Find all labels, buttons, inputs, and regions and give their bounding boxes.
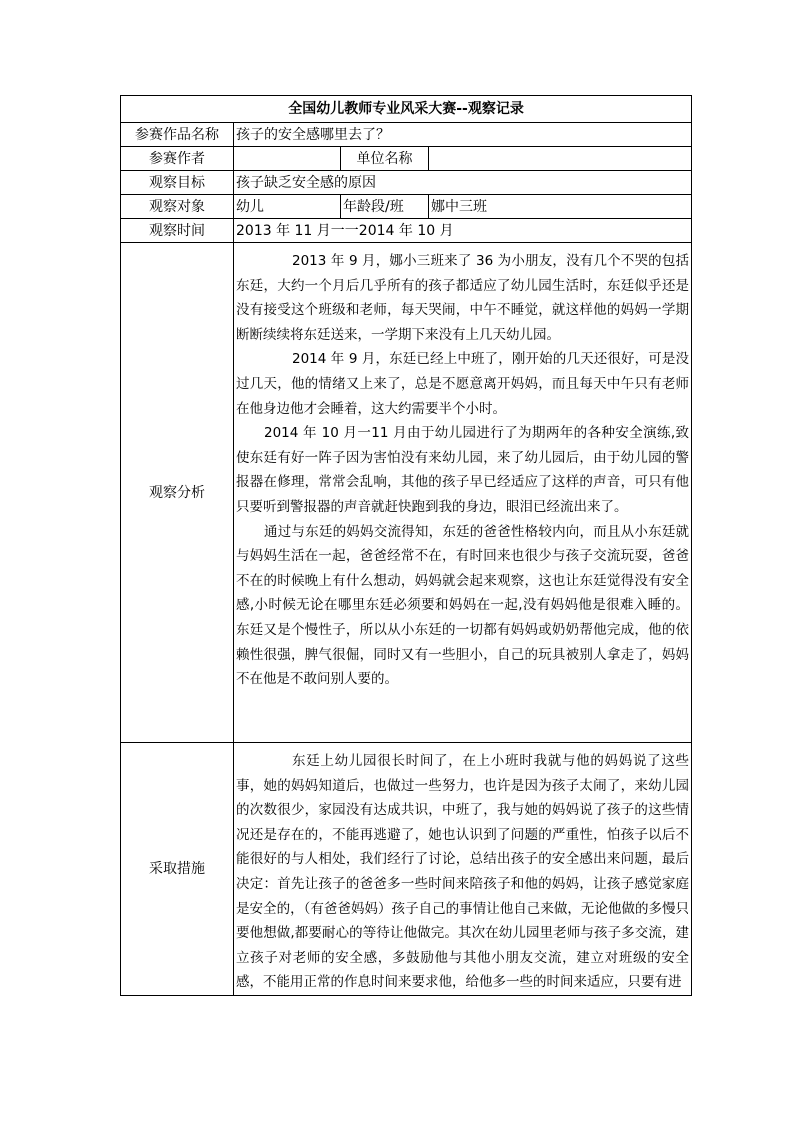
unit-label: 单位名称 bbox=[341, 147, 429, 171]
work-name-value: 孩子的安全感哪里去了？ bbox=[234, 123, 692, 147]
measures-content bbox=[234, 743, 692, 996]
goal-label: 观察目标 bbox=[121, 171, 234, 195]
analysis-paragraph: 2013 年 9 月，娜小三班来了 36 为小朋友，没有几个不哭的包括东廷，大约一个月后几乎所有的孩子都适应了幼儿园生活时，东廷似乎还是没有接受这个班级和老师，每天哭闹，中午不睡觉，就这样他的妈妈一学期断断续续将东廷送来，一学期下来没有上几天幼儿园。 bbox=[236, 253, 690, 343]
analysis-label: 观察分析 bbox=[121, 243, 234, 743]
analysis-row bbox=[121, 243, 692, 743]
analysis-paragraph: 2014 年 9 月，东廷已经上中班了，刚开始的几天还很好，可是没过几天，他的情绪又上来了，总是不愿意离开妈妈，而且每天中午只有老师在他身边他才会睡着，这大约需要半个小时。 bbox=[236, 351, 690, 417]
measures-paragraph: 东廷上幼儿园很长时间了，在上小班时我就与他的妈妈说了这些事，她的妈妈知道后，也做过一些努力，也许是因为孩子太闹了，来幼儿园的次数很少，家园没有达成共识，中班了，我与她的妈妈说了孩子的这些情况还是存在的，不能再逃避了，她也认识到了问题的严重性，怕孩子以后不能很好的与人相处，我们经行了讨论，总结出孩子的安全感出来问题，最后决定：首先让孩子的爸爸多一些时间来陪孩子和他的妈妈，让孩子感觉家庭是安全的，（有爸爸妈妈）孩子自己的事情让他自己来做，无论他做的多慢只要他想做,都要耐心的等待让他做完。其次在幼儿园里老师与孩子多交流，建立孩子对老师的安全感，多鼓励他与其他小朋友交流，建立对班级的安全感，不能用正常的作息时间来要求他，给他多一些的时间来适应，只要有进 bbox=[236, 753, 690, 991]
work-name-row bbox=[121, 123, 692, 147]
subject-label: 观察对象 bbox=[121, 195, 234, 219]
measures-row bbox=[121, 743, 692, 996]
author-value bbox=[234, 147, 341, 171]
subject-value: 幼儿 bbox=[234, 195, 341, 219]
title-row bbox=[121, 96, 692, 123]
subject-row bbox=[121, 195, 692, 219]
author-label: 参赛作者 bbox=[121, 147, 234, 171]
time-value: 2013 年 11 月一一2014 年 10 月 bbox=[234, 219, 692, 243]
work-name-label: 参赛作品名称 bbox=[121, 123, 234, 147]
time-row bbox=[121, 219, 692, 243]
observation-record-table bbox=[120, 95, 692, 996]
author-row bbox=[121, 147, 692, 171]
analysis-content bbox=[234, 243, 692, 743]
analysis-paragraph: 2014 年 10 月一11 月由于幼儿园进行了为期两年的各种安全演练,致使东廷有好一阵子因为害怕没有来幼儿园，来了幼儿园后，由于幼儿园的警报器在修理，常常会乱响，其他的孩子早已经适应了这样的声音，可只有他只要听到警报器的声音就赶快跑到我的身边，眼泪已经流出来了。 bbox=[236, 425, 690, 515]
age-class-value: 娜中三班 bbox=[429, 195, 692, 219]
analysis-paragraph: 通过与东廷的妈妈交流得知，东廷的爸爸性格较内向，而且从小东廷就与妈妈生活在一起，爸爸经常不在，有时回来也很少与孩子交流玩耍，爸爸不在的时候晚上有什么想动，妈妈就会起来观察，这也让东廷觉得没有安全感,小时候无论在哪里东廷必须要和妈妈在一起,没有妈妈他是很难入睡的。东廷又是个慢性子，所以从小东廷的一切都有妈妈或奶奶帮他完成，他的依赖性很强，脾气很倔，同时又有一些胆小，自己的玩具被别人拿走了，妈妈不在他是不敢问别人要的。 bbox=[236, 523, 690, 688]
record-title: 全国幼儿教师专业风采大赛--观察记录 bbox=[121, 96, 692, 123]
goal-value: 孩子缺乏安全感的原因 bbox=[234, 171, 692, 195]
goal-row bbox=[121, 171, 692, 195]
unit-value bbox=[429, 147, 692, 171]
age-class-label: 年龄段/班 bbox=[341, 195, 429, 219]
measures-label: 采取措施 bbox=[121, 743, 234, 996]
time-label: 观察时间 bbox=[121, 219, 234, 243]
